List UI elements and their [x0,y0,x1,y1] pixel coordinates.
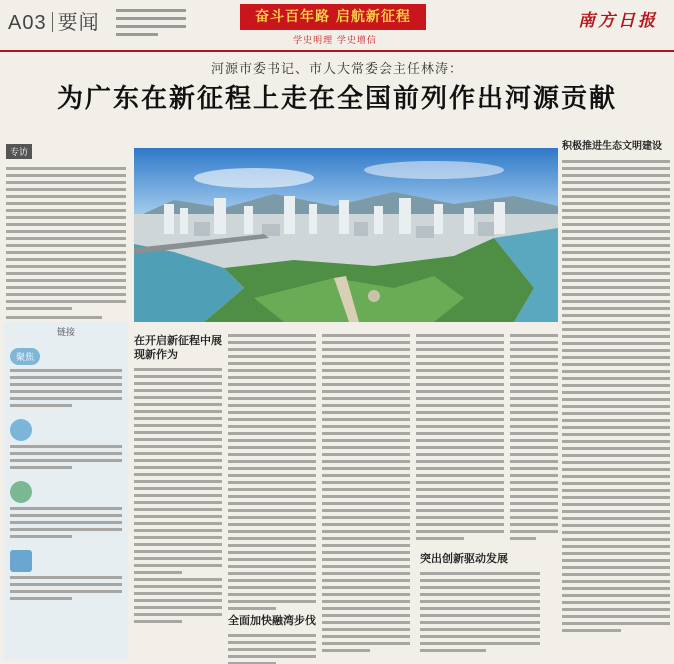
sidebar-title: 链接 [56,328,75,338]
document-icon [10,550,32,572]
page-number: A03 [8,12,47,34]
section-name: 要闻 [57,12,100,34]
text-column-2 [228,334,316,660]
city-photo [134,148,558,322]
lower-section [420,552,540,656]
lead-column [6,140,126,323]
article-headline: 为广东在新征程上走在全国前列作出河源贡献 [56,84,617,114]
leaf-icon [10,481,32,503]
meta-line [116,9,186,12]
meta-line [116,33,158,36]
lead-text [6,167,126,310]
subhead-2: 全面加快融湾步伐 [228,614,316,627]
subhead-3: 突出创新驱动发展 [420,552,508,565]
newspaper-logo: 南方日报 [578,11,658,31]
right-column-lower [562,356,670,636]
sidebar-block [4,546,128,608]
right-column [562,140,670,363]
slogan-banner: 奋斗百年路 启航新征程 [240,4,426,30]
divider [52,12,53,32]
meta-line [116,25,186,28]
edition-meta [116,9,186,41]
sidebar-block [4,477,128,546]
text-column-4 [416,334,504,546]
circle-icon [10,419,32,441]
article-kicker: 河源市委书记、市人大常委会主任林涛： [210,62,463,77]
sidebar-block [4,415,128,477]
slogan-subtitle: 学史明理 学史增信 [293,36,377,46]
sidebar-block [4,341,128,415]
section-tag: 专访 [6,144,32,159]
sidebar-box [4,322,128,660]
sidebar-badge: 聚焦 [10,348,40,365]
masthead [0,0,674,52]
subhead-4: 积极推进生态文明建设 [562,141,662,152]
text-column-5 [510,334,558,546]
text-column-3 [322,334,410,660]
byline-lines [6,316,126,319]
text-column-1 [134,334,222,660]
meta-line [116,17,186,20]
subhead-1: 在开启新征程中展现新作为 [134,334,222,361]
page-code [8,6,100,35]
city-aerial-image [134,148,558,322]
